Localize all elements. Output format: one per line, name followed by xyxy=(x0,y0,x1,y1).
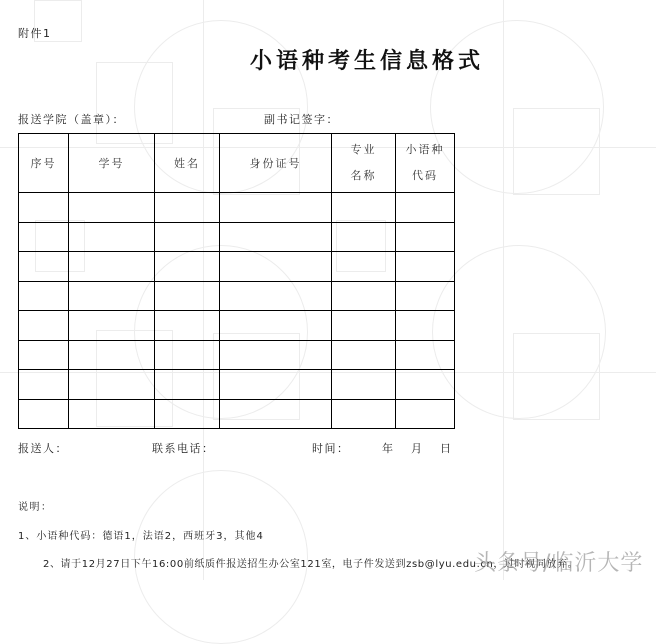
watermark-circle xyxy=(432,245,606,419)
table-cell[interactable] xyxy=(155,252,220,282)
page-title: 小语种考生信息格式 xyxy=(250,48,485,74)
table-cell[interactable] xyxy=(332,340,396,370)
table-cell[interactable] xyxy=(69,252,155,282)
table-cell[interactable] xyxy=(220,281,332,311)
contact-phone-label: 联系电话： xyxy=(152,442,215,455)
table-cell[interactable] xyxy=(19,222,69,252)
column-header-language-code-line1: 小语种 xyxy=(405,143,445,156)
table-cell[interactable] xyxy=(69,281,155,311)
table-cell[interactable] xyxy=(155,311,220,341)
table-cell[interactable] xyxy=(332,399,396,429)
table-cell[interactable] xyxy=(19,399,69,429)
table-row xyxy=(19,311,455,341)
table-cell[interactable] xyxy=(332,193,396,223)
column-header-student-id: 学号 xyxy=(69,134,155,193)
table-cell[interactable] xyxy=(220,193,332,223)
student-info-table xyxy=(18,133,455,429)
table-cell[interactable] xyxy=(220,222,332,252)
table-cell[interactable] xyxy=(396,281,455,311)
table-cell[interactable] xyxy=(220,340,332,370)
notes-item-1: 1、小语种代码：德语1，法语2，西班牙3，其他4 xyxy=(18,531,264,542)
table-row xyxy=(19,193,455,223)
column-header-serial: 序号 xyxy=(19,134,69,193)
table-cell[interactable] xyxy=(19,252,69,282)
column-header-language-code-line2: 代码 xyxy=(412,169,438,182)
table-cell[interactable] xyxy=(69,311,155,341)
table-cell[interactable] xyxy=(155,399,220,429)
watermark-square xyxy=(513,333,600,420)
column-header-major-line1: 专业 xyxy=(350,143,377,156)
column-header-major-line2: 名称 xyxy=(350,169,377,182)
table-cell[interactable] xyxy=(69,399,155,429)
table-cell[interactable] xyxy=(332,222,396,252)
watermark-line xyxy=(503,0,504,580)
table-cell[interactable] xyxy=(19,370,69,400)
column-header-major xyxy=(332,134,396,193)
submitter-label: 报送人： xyxy=(18,442,68,455)
table-cell[interactable] xyxy=(69,370,155,400)
table-cell[interactable] xyxy=(19,281,69,311)
month-label: 月 xyxy=(411,442,424,455)
table-cell[interactable] xyxy=(155,340,220,370)
table-cell[interactable] xyxy=(220,399,332,429)
table-header-row xyxy=(19,134,455,193)
column-header-id-number: 身份证号 xyxy=(220,134,332,193)
day-label: 日 xyxy=(440,442,453,455)
table-cell[interactable] xyxy=(220,311,332,341)
table-cell[interactable] xyxy=(155,281,220,311)
table-row xyxy=(19,222,455,252)
table-cell[interactable] xyxy=(220,252,332,282)
table-cell[interactable] xyxy=(155,222,220,252)
year-label: 年 xyxy=(382,442,395,455)
table-cell[interactable] xyxy=(69,340,155,370)
table-cell[interactable] xyxy=(332,370,396,400)
table-cell[interactable] xyxy=(396,193,455,223)
notes-heading: 说明： xyxy=(18,502,53,513)
table-row xyxy=(19,340,455,370)
table-cell[interactable] xyxy=(396,222,455,252)
watermark-square xyxy=(96,62,173,144)
submitting-college-label: 报送学院（盖章）： xyxy=(18,113,125,126)
table-cell[interactable] xyxy=(332,281,396,311)
table-cell[interactable] xyxy=(396,311,455,341)
deputy-secretary-signature-label: 副书记签字： xyxy=(264,113,339,126)
table-cell[interactable] xyxy=(19,193,69,223)
table-row xyxy=(19,281,455,311)
table-cell[interactable] xyxy=(332,252,396,282)
table-row xyxy=(19,370,455,400)
notes-item-2: 2、请于12月27日下午16:00前纸质件报送招生办公室121室，电子件发送到zsb@lyu.edu.cn，过时视同放弃。 xyxy=(43,559,579,570)
table-cell[interactable] xyxy=(396,252,455,282)
table-row xyxy=(19,252,455,282)
table-cell[interactable] xyxy=(19,340,69,370)
watermark-square xyxy=(513,108,600,195)
table-cell[interactable] xyxy=(220,370,332,400)
time-label: 时间： xyxy=(312,442,350,455)
table-cell[interactable] xyxy=(396,399,455,429)
table-cell[interactable] xyxy=(155,370,220,400)
table-cell[interactable] xyxy=(19,311,69,341)
table-cell[interactable] xyxy=(332,311,396,341)
brand-watermark: 头条号/临沂大学 xyxy=(474,551,644,576)
column-header-name: 姓名 xyxy=(155,134,220,193)
attachment-label: 附件1 xyxy=(18,27,52,40)
table-cell[interactable] xyxy=(69,193,155,223)
table-cell[interactable] xyxy=(396,340,455,370)
table-cell[interactable] xyxy=(69,222,155,252)
column-header-language-code xyxy=(396,134,455,193)
table-row xyxy=(19,399,455,429)
table-cell[interactable] xyxy=(396,370,455,400)
table-cell[interactable] xyxy=(155,193,220,223)
